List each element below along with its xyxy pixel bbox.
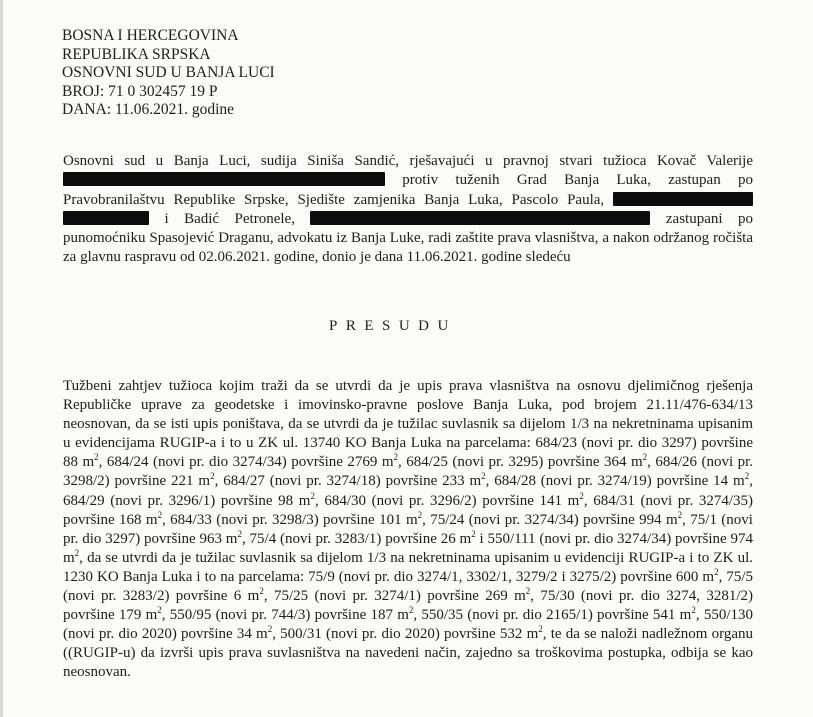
intro-text-3: i Badić Petronele, <box>164 210 295 227</box>
ruling-text: , 684/29 (novi pr. 3296/1) površine 98 m <box>63 473 753 509</box>
ruling-text: , da se utvrdi da je tužilac suvlasnik sa dijelom 1/3 na nekretninama upisanim u evidenciji RUGIP-a i to ZK ul. 1230 KO Banja Luka i to na parcelama: 75/9 (novi pr. dio 3274/1, 3302/1, 3279/2 i 3275/2) površine 600 m <box>63 549 753 585</box>
superscript-2: 2 <box>408 605 414 616</box>
ruling-text: , 684/24 (novi pr. dio 3274/34) površine 2769 m <box>98 454 394 471</box>
header-case-number: BROJ: 71 0 302457 19 P <box>62 82 218 100</box>
ruling-text: Tužbeni zahtjev tužioca kojim traži da se utvrdi da je upis prava vlasništva na osnovu djelimičnog rješenja Republičke uprave za geodetske i imovinsko-pravne poslove Banja Luka, pod brojem 21.11/476-634/13 neosnovan, da se isti upis poništava, da se utvrdi da je tužilac suvlasnik sa dijelom 1/3 na nekretninama upisanim u evidencijama RUGIP-a i to u ZK ul. 13740 KO Banja Luka na parcelama: 684/23 (novi pr. dio 3297) površine 88 m <box>63 378 753 471</box>
ruling-paragraph <box>63 377 753 683</box>
superscript-2: 2 <box>744 471 750 482</box>
ruling-text: , 684/25 (novi pr. 3295) površine 364 m <box>398 454 643 471</box>
ruling-text: , 550/35 (novi pr. dio 2165/1) površine 541 m <box>413 607 692 624</box>
superscript-2: 2 <box>714 566 719 577</box>
superscript-2: 2 <box>94 452 99 463</box>
superscript-2: 2 <box>74 547 80 558</box>
superscript-2: 2 <box>210 471 215 482</box>
superscript-2: 2 <box>237 528 242 539</box>
superscript-2: 2 <box>157 509 163 520</box>
ruling-text: i 550/111 (novi pr. dio 3274/34) površine 974 m <box>63 530 753 566</box>
ruling-text: , 684/28 (novi pr. 3274/19) površine 14 m <box>485 473 745 490</box>
superscript-2: 2 <box>691 605 696 616</box>
ruling-text: , 75/24 (novi pr. 3274/34) površine 994 m <box>422 511 678 528</box>
superscript-2: 2 <box>677 509 683 520</box>
superscript-2: 2 <box>310 490 315 501</box>
header-country: BOSNA I HERCEGOVINA <box>62 27 239 44</box>
ruling-text: , 550/130 (novi pr. dio 2020) površine 34 m <box>63 607 753 643</box>
verdict-title: PRESUDU <box>329 318 457 334</box>
intro-text-1: Osnovni sud u Banja Luci, sudija Siniša Sandić, rješavajući u pravnoj stvari tužioca Kovač Valerije <box>63 153 753 169</box>
superscript-2: 2 <box>157 605 162 616</box>
superscript-2: 2 <box>481 471 486 482</box>
ruling-text: , 550/95 (novi pr. 744/3) površine 187 m <box>161 607 409 624</box>
ruling-text: , 684/27 (novi pr. 3274/18) površine 233 m <box>214 473 482 490</box>
ruling-text: , 500/31 (novi pr. dio 2020) površine 532 m <box>272 626 539 643</box>
superscript-2: 2 <box>259 586 264 597</box>
ruling-text: , 75/25 (novi pr. 3274/1) površine 269 m <box>263 588 526 605</box>
page-edge <box>0 0 3 717</box>
superscript-2: 2 <box>525 586 531 597</box>
ruling-text: , 684/33 (novi pr. 3298/3) površine 101 m <box>162 511 418 528</box>
redaction-bar <box>63 172 385 186</box>
superscript-2: 2 <box>417 509 423 520</box>
header-date: DANA: 11.06.2021. godine <box>62 101 235 118</box>
court-header <box>62 27 275 120</box>
superscript-2: 2 <box>393 452 399 463</box>
superscript-2: 2 <box>267 624 273 635</box>
redaction-bar <box>310 211 650 225</box>
intro-text-4: zastupani po punomoćniku Spasojević Draganu, advokatu iz Banja Luke, radi zaštite prava vlasništva, a nakon održanog ročišta za glavnu raspravu od 02.06.2021. godine, donio je dana 11.06.2021. godine sledeću <box>63 210 753 266</box>
ruling-text: , 684/26 (novi pr. 3298/2) površine 221 m <box>63 454 754 490</box>
superscript-2: 2 <box>471 528 476 539</box>
superscript-2: 2 <box>642 452 648 463</box>
superscript-2: 2 <box>538 624 543 635</box>
ruling-text: , 75/5 (novi pr. 3283/2) površine 6 m <box>63 568 753 605</box>
header-court: OSNOVNI SUD U BANJA LUCI <box>62 64 275 81</box>
ruling-text: , 684/30 (novi pr. 3296/2) površine 141 m <box>314 492 580 509</box>
ruling-text: , 684/31 (novi pr. 3274/35) površine 168 m <box>63 492 753 528</box>
superscript-2: 2 <box>579 490 584 501</box>
redaction-bar <box>63 211 149 225</box>
ruling-text: , te da se naloži nadležnom organu ((RUGIP-u) da izvrši upis prava suvlasništva na navedeni način, zajedno sa troškovima postupka, odbija se kao neosnovan. <box>63 626 753 681</box>
intro-paragraph <box>63 152 753 268</box>
redaction-bar <box>613 192 753 206</box>
header-entity: REPUBLIKA SRPSKA <box>62 45 211 63</box>
ruling-text: , 75/30 (novi pr. dio 3274, 3281/2) površine 179 m <box>63 588 753 624</box>
intro-text-2: protiv tuženih Grad Banja Luka, zastupan po Pravobranilaštvu Republike Srpske, Sjedište zamjenika Banja Luka, Pascolo Paula, <box>63 172 753 208</box>
ruling-text: , 75/1 (novi pr. dio 3297) površine 963 m <box>63 511 753 547</box>
ruling-text: , 75/4 (novi pr. 3283/1) površine 26 m <box>241 530 472 547</box>
